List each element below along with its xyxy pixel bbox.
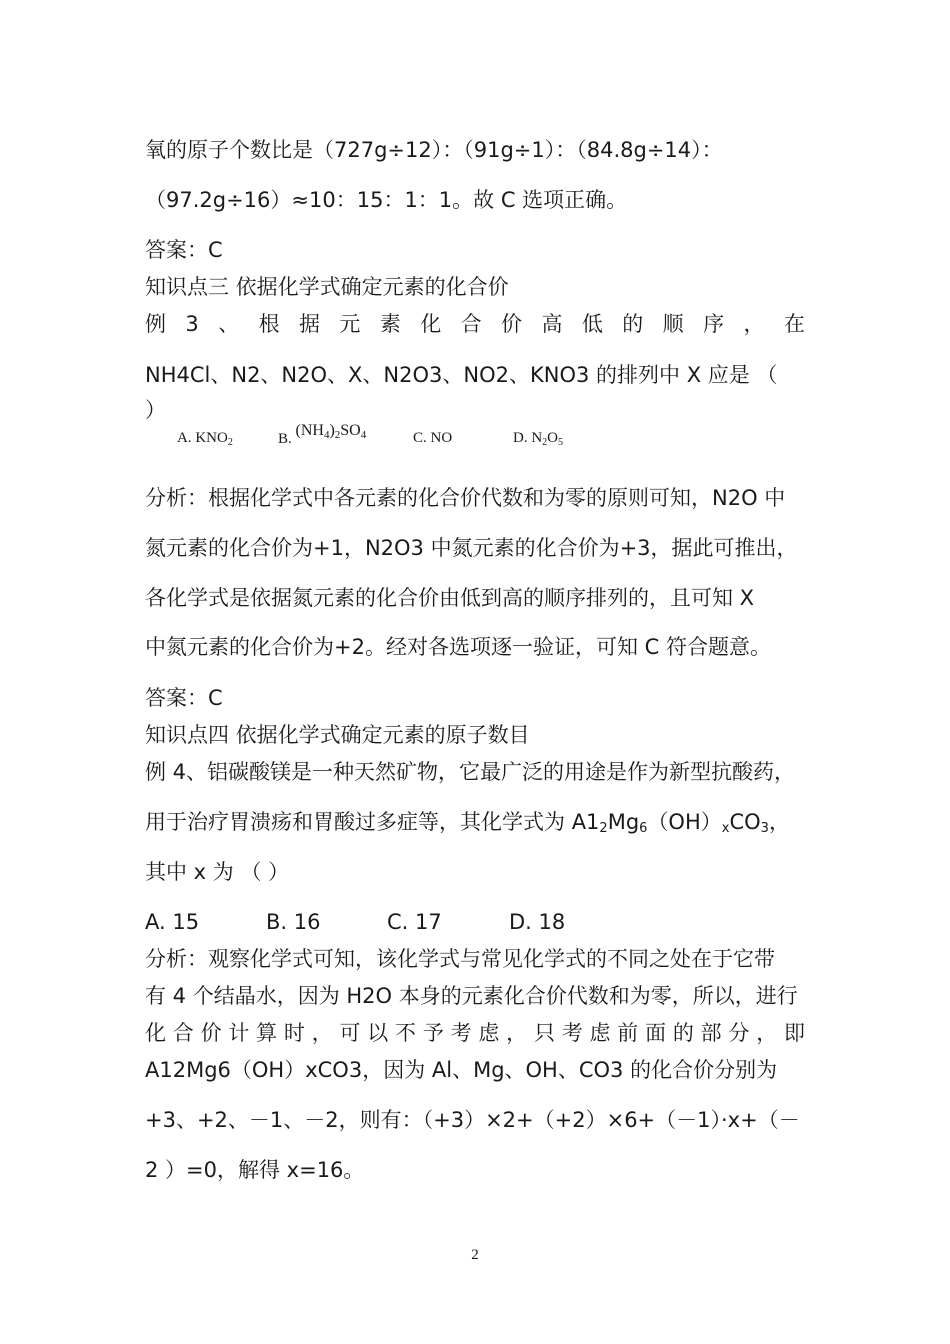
text-line: 分析：根据化学式中各元素的化合价代数和为零的原则可知，N2O 中: [145, 486, 786, 510]
section-heading: 知识点四 依据化学式确定元素的原子数目: [145, 723, 530, 747]
example-3-heading: [145, 314, 805, 335]
char: 化: [420, 312, 442, 336]
option-c: C. 17: [387, 910, 442, 934]
char: ，: [743, 312, 765, 336]
text-line: 其中 x 为 （ ）: [145, 860, 290, 884]
char: 例: [145, 312, 166, 336]
char: 3: [185, 312, 199, 336]
char: 价: [501, 312, 523, 336]
char: 的: [622, 312, 644, 336]
char: 、: [218, 312, 240, 336]
text-line: （97.2g÷16）≈10：15：1：1。故 C 选项正确。: [145, 188, 628, 212]
example-4-heading: 例 4、铝碳酸镁是一种天然矿物，它最广泛的用途是作为新型抗酸药，: [145, 760, 796, 784]
char: 序: [703, 312, 725, 336]
char: 顺: [662, 312, 684, 336]
text-line: 氮元素的化合价为+1，N2O3 中氮元素的化合价为+3，据此可推出，: [145, 536, 798, 560]
option-a-label: A. KNO: [177, 430, 228, 446]
page-number: 2: [471, 1247, 479, 1263]
answer-line: 答案：C: [145, 686, 223, 710]
char: 在: [783, 312, 805, 336]
text-line: 有 4 个结晶水，因为 H2O 本身的元素化合价代数和为零，所以，进行: [145, 984, 798, 1008]
text-line: 氧的原子个数比是（727g÷12）：（91g÷1）：（84.8g÷14）：: [145, 138, 723, 162]
char: 高: [541, 312, 563, 336]
option-b-label: B.: [278, 431, 292, 447]
char: 低: [581, 312, 603, 336]
text-line: 各化学式是依据氮元素的化合价由低到高的顺序排列的，且可知 X: [145, 586, 755, 610]
text-line: A12Mg6（OH）xCO3，因为 Al、Mg、OH、CO3 的化合价分别为: [145, 1058, 778, 1082]
text-line-justified: 化 合 价 计 算 时 ， 可 以 不 予 考 虑 ， 只 考 虑 前 面 的 部 分 ， 即: [145, 1021, 805, 1045]
option-d: D. $N_2O_5$: [513, 430, 564, 448]
section-heading: 知识点三 依据化学式确定元素的化合价: [145, 275, 509, 299]
formula-line: [145, 810, 790, 836]
answer-line: 答案：C: [145, 238, 223, 262]
option-b-formula: $(NH_4)_2SO_4$: [295, 422, 367, 441]
text-line: +3、+2、－1、－2，则有：（+3）×2+（+2）×6+（－1）·x+（－: [145, 1108, 800, 1132]
char: 合: [460, 312, 482, 336]
option-a: A. 15: [145, 910, 200, 934]
char: 据: [299, 312, 320, 336]
option-d: D. 18: [509, 910, 566, 934]
text-line: 分析：观察化学式可知，该化学式与常见化学式的不同之处在于它带: [145, 947, 775, 971]
option-b: [278, 422, 367, 448]
text-line: ）: [145, 398, 166, 422]
subscript: 2: [227, 437, 233, 448]
char: 根: [258, 312, 280, 336]
option-b: B. 16: [266, 910, 321, 934]
option-d-label: D. N: [513, 430, 543, 446]
text-line: NH4Cl、N2、N2O、X、N2O3、NO2、KNO3 的排列中 X 应是 （: [145, 363, 778, 387]
text-line: 中氮元素的化合价为+2。经对各选项逐一验证，可知 C 符合题意。: [145, 635, 771, 659]
char: 元: [339, 312, 361, 336]
option-c: [413, 430, 452, 447]
formula-intro: 用于治疗胃溃疡和胃酸过多症等，其化学式为: [145, 810, 572, 834]
chemical-formula: $A1_2Mg_6(OH)_xCO_3$，: [571, 810, 790, 836]
option-a: [177, 430, 233, 447]
char: 素: [379, 312, 401, 336]
text-line: 2 ）=0，解得 x=16。: [145, 1158, 365, 1182]
option-c-label: C. NO: [413, 430, 453, 446]
